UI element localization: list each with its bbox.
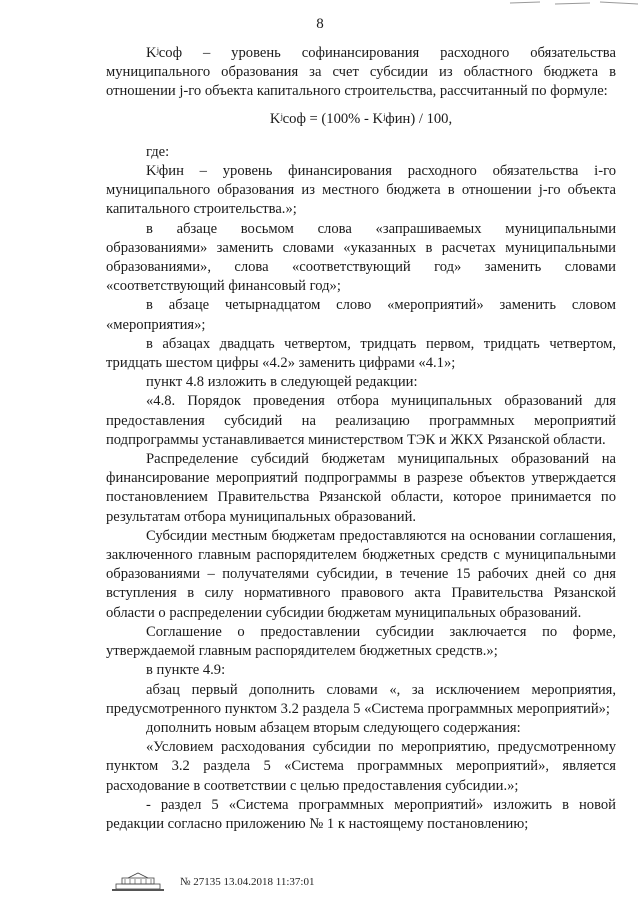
paragraph: пункт 4.8 изложить в следующей редакции: (146, 374, 418, 391)
paragraph: где: (146, 143, 170, 160)
paragraph: - раздел 5 «Система программных мероприятий» изложить в новой редакции согласно приложению № 1 к настоящему постановлению; (106, 796, 616, 832)
formula: Kʲсоф = (100% - Kʲфин) / 100, (269, 110, 453, 127)
scan-artifact (500, 0, 640, 10)
document-body (106, 44, 616, 834)
paragraph: «4.8. Порядок проведения отбора муниципальных образований для предоставления субсидий на реализацию программных мероприятий подпрограммы устанавливается министерством ТЭК и ЖКХ Рязанской области. (106, 393, 616, 448)
paragraph: Kʲсоф – уровень софинансирования расходного обязательства муниципального образования за счет субсидии из областного бюджета в отношении j-го объекта капитального строительства, рассчитанный по формуле: (106, 45, 616, 100)
paragraph: дополнить новым абзацем вторым следующего содержания: (146, 719, 521, 736)
paragraph: в пункте 4.9: (146, 662, 226, 679)
paragraph: Соглашение о предоставлении субсидии заключается по форме, утверждаемой главным распорядителем бюджетных средств.»; (106, 623, 616, 660)
registration-stamp (108, 870, 314, 894)
paragraph: Распределение субсидий бюджетам муниципальных образований на финансирование мероприятий подпрограммы в разрезе объектов утверждается постановлением Правительства Рязанской области, которое принимается по результатам отбора муниципальных образований. (106, 451, 616, 525)
paragraph: Субсидии местным бюджетам предоставляются на основании соглашения, заключенного главным распорядителем бюджетных средств с муниципальными образованиями – получателями субсидии, в течение 15 рабочих дней со дня вступления в силу нормативного правового акта Правительства Рязанской области о распределении субсидии бюджетам муниципальных образований. (106, 527, 616, 621)
stamp-text: № 27135 13.04.2018 11:37:01 (180, 876, 315, 888)
paragraph: Kʲфин – уровень финансирования расходного обязательства i-го муниципального образования из местного бюджета в отношении j-го объекта капитального строительства.»; (106, 163, 616, 218)
paragraph: в абзацах двадцать четвертом, тридцать первом, тридцать четвертом, тридцать шестом цифры «4.2» заменить цифрами «4.1»; (106, 335, 616, 372)
paragraph: в абзаце восьмом слова «запрашиваемых муниципальными образованиями» заменить словами «указанных в расчетах муниципальными образованиями», слова «соответствующий год» заменить словами «соответствующий финансовый год»; (106, 220, 616, 295)
building-logo-icon (108, 872, 168, 892)
paragraph: «Условием расходования субсидии по мероприятию, предусмотренному пунктом 3.2 раздела 5 «Система программных мероприятий», является расходование в соответствии с целью предоставления субсидии.»; (106, 739, 616, 794)
paragraph: в абзаце четырнадцатом слово «мероприятий» заменить словом «мероприятия»; (106, 297, 616, 333)
page-number: 8 (316, 16, 324, 32)
paragraph: абзац первый дополнить словами «, за исключением мероприятия, предусмотренного пунктом 3.2 раздела 5 «Система программных мероприятий»; (106, 681, 616, 717)
